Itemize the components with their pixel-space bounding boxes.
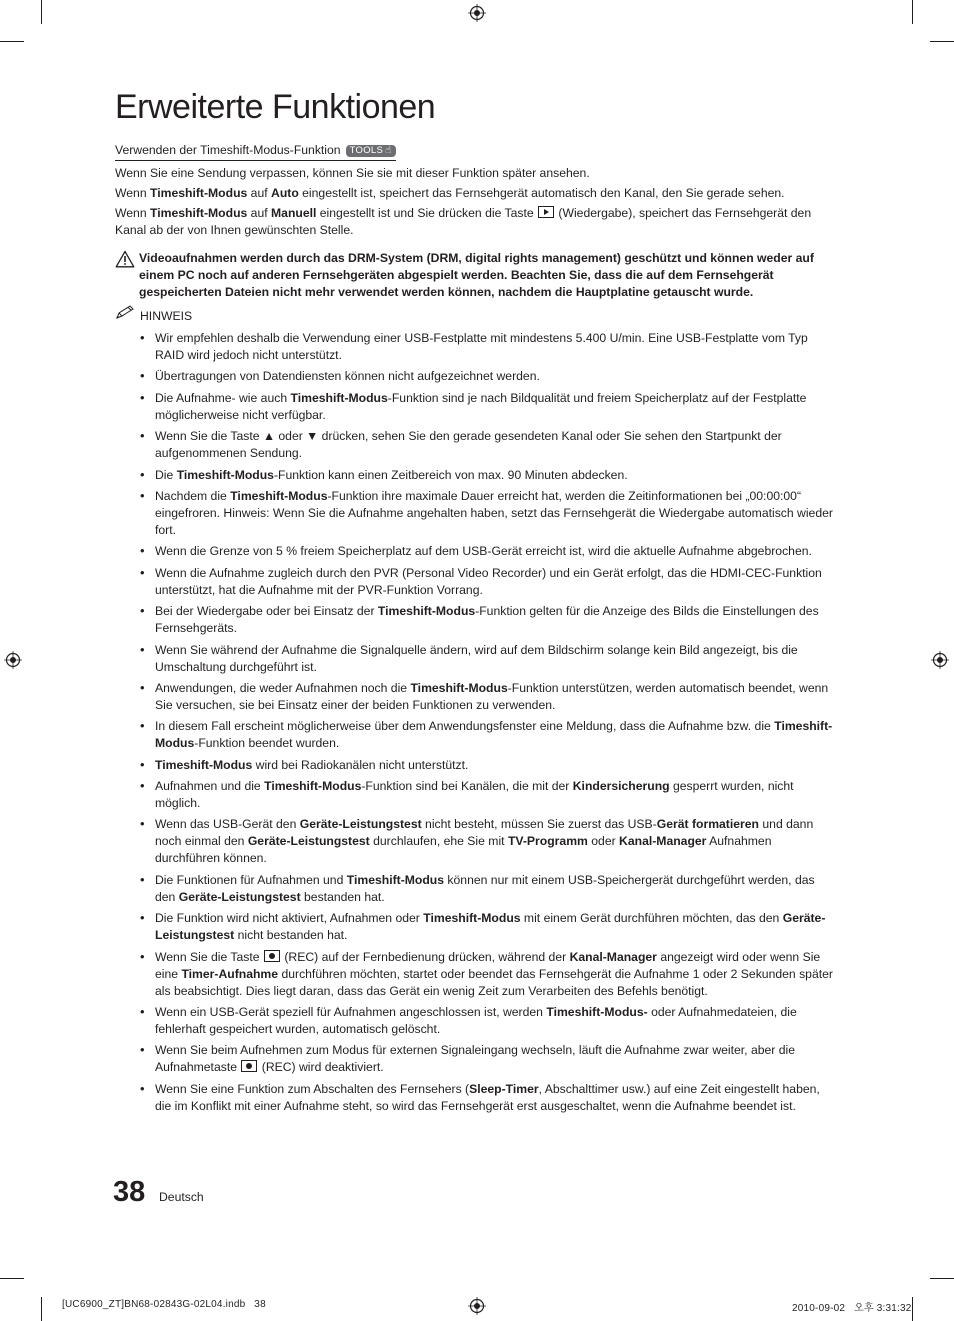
main-content [115,142,837,1119]
text-run: angezeigt wird oder wenn Sie eine [155,949,821,981]
text-run: oder Aufnahmedateien, die fehlerhaft gespeichert wurden, automatisch gelöscht. [155,1005,797,1037]
text-run: Wenn Sie die Taste ▲ oder ▼ drücken, sehen Sie den gerade gesendeten Kanal oder Sie sehen den Startpunkt der aufgenommenen Sendung. [155,429,782,461]
intro-paragraph [115,165,837,182]
list-item [115,488,837,539]
page-title: Erweiterte Funktionen [115,88,436,126]
text-run: -Funktion beendet wurden. [194,736,340,751]
text-run: Wenn die Grenze von 5 % freiem Speicherplatz auf dem USB-Gerät erreicht ist, wird die aktuelle Aufnahme abgebrochen. [155,544,812,559]
list-item [115,680,837,714]
bold-term: Timeshift-Modus [150,206,248,220]
text-run: Aufnahmen und die [155,779,265,794]
text-run: Nachdem die [155,488,231,503]
text-run: , Abschalttimer usw.) auf eine Zeit eingestellt haben, die im Konflikt mit einer Aufnahme steht, so wird das Fernsehgerät erst ausgeschaltet, wenn die Aufnahme beendet ist. [155,1081,820,1113]
warning-text: Videoaufnahmen werden durch das DRM-System (DRM, digital rights management) geschützt und können weder auf einem PC noch auf anderen Fernsehgeräten abgespielt werden. Beachten Sie, dass die auf dem Fernsehgerät gespeicherten Dateien nicht mehr verwendet werden können, nachdem die Hauptplatine getauscht wurde. [139,251,814,299]
page-language: Deutsch [159,1190,204,1204]
bold-term: Geräte-Leistungstest [299,817,422,832]
list-item [115,330,837,364]
play-key-icon [538,206,554,218]
bold-term: Geräte-Leistungstest [247,834,370,849]
registration-crosshair-icon [468,1297,486,1315]
text-run: (Wiedergabe), speichert das Fernsehgerät den Kanal ab der von Ihnen gewünschten Stelle. [115,206,812,237]
text-run: Wenn Sie die Taste [155,949,263,964]
crop-mark [0,41,24,42]
intro-paragraphs [115,165,837,239]
bold-term: TV-Programm [507,834,588,849]
text-run: können nur mit einem USB-Speichergerät durchgeführt werden, das den [155,872,815,904]
bold-term: Timeshift-Modus- [546,1005,648,1020]
list-item [115,467,837,484]
bold-term: Timeshift-Modus [230,488,328,503]
text-run: Übertragungen von Datendiensten können nicht aufgezeichnet werden. [155,369,540,384]
list-item [115,872,837,906]
text-run: Die Funktionen für Aufnahmen und [155,872,347,887]
text-run: (REC) wird deaktiviert. [258,1060,384,1075]
registration-crosshair-icon [4,651,22,669]
list-item [115,1004,837,1038]
crop-mark [930,41,954,42]
text-run: Wenn die Aufnahme zugleich durch den PVR (Personal Video Recorder) und ein Gerät erfolgt, das die HDMI-CEC-Funktion unterstützt, hat die Aufnahme mit der PVR-Funktion Vorrang. [155,565,822,597]
tools-badge [346,145,396,157]
text-run: Wir empfehlen deshalb die Verwendung einer USB-Festplatte mit mindestens 5.400 U/min. Eine USB-Festplatte vom Typ RAID wird jedoch nicht unterstützt. [155,331,808,362]
warning-block [115,250,837,301]
list-item [115,816,837,867]
registration-crosshair-icon [931,651,949,669]
bold-term: Timer-Aufnahme [181,966,279,981]
rec-key-icon [241,1060,257,1072]
text-run: -Funktion sind bei Kanälen, die mit der [361,779,573,794]
crop-mark [930,1278,954,1279]
bold-term: Kindersicherung [572,779,670,794]
list-item [115,368,837,385]
bold-term: Timeshift-Modus [155,719,833,751]
text-run: auf [247,186,272,200]
list-item [115,718,837,752]
text-run: Anwendungen, die weder Aufnahmen noch die [155,680,411,695]
intro-paragraph [115,205,837,239]
footer-file-info: [UC6900_ZT]BN68-02843G-02L04.indb 38 [62,1299,266,1310]
bold-term: Manuell [271,206,317,220]
bold-term: Auto [271,186,299,200]
text-run: nicht besteht, müssen Sie zuerst das USB- [421,817,657,832]
list-item [115,428,837,462]
registration-crosshair-icon [468,4,486,22]
list-item [115,642,837,676]
text-run: eingestellt ist, speichert das Fernsehgerät automatisch den Kanal, den Sie gerade sehen. [298,186,785,200]
text-run: Wenn ein USB-Gerät speziell für Aufnahmen angeschlossen ist, werden [155,1005,547,1020]
text-run: -Funktion gelten für die Anzeige des Bilds die Einstellungen des Fernsehgeräts. [155,604,819,636]
text-run: gesperrt wurden, nicht möglich. [155,779,794,811]
section-heading [115,142,396,161]
text-run: bestanden hat. [300,889,385,904]
crop-mark [0,1278,24,1279]
list-item [115,543,837,560]
text-run: Die Funktion wird nicht aktiviert, Aufnahmen oder [155,911,424,926]
crop-mark [912,1297,913,1321]
list-item [115,949,837,1000]
text-run: Wenn Sie während der Aufnahme die Signalquelle ändern, wird auf dem Bildschirm solange kein Bild angezeigt, bis die Umschaltung durchgeführt ist. [155,642,798,674]
bold-term: Geräte-Leistungstest [178,889,301,904]
note-header [115,308,837,325]
crop-mark [41,1297,42,1321]
warning-triangle-icon [115,250,135,268]
text-run: Aufnahmen durchführen können. [155,834,772,866]
bold-term: Timeshift-Modus [346,872,445,887]
note-label: HINWEIS [140,309,193,323]
text-run: -Funktion sind je nach Bildqualität und freiem Speicherplatz auf der Festplatte möglicherweise nicht verfügbar. [155,390,807,422]
bold-term: Gerät formatieren [656,817,759,832]
bold-term: Timeshift-Modus [410,680,508,695]
page-number: 38 [113,1176,146,1208]
text-run: -Funktion unterstützen, werden automatisch beendet, wenn Sie versuchen, sie bei Einsatz einer der beiden Funktionen zu verwenden. [155,680,829,712]
bold-term: Geräte-Leistungstest [155,911,826,943]
text-run: Die [155,467,177,482]
list-item [115,910,837,944]
bold-term: Timeshift-Modus [264,779,362,794]
list-item [115,1081,837,1115]
bold-term: Kanal-Manager [619,834,707,849]
list-item [115,757,837,774]
footer-timestamp: 2010-09-02 오후 3:31:32 [792,1303,912,1314]
text-run: In diesem Fall erscheint möglicherweise über dem Anwendungsfenster eine Meldung, dass die Aufnahme bzw. die [155,719,775,734]
list-item [115,1042,837,1076]
text-run: Wenn das USB-Gerät den [155,817,300,832]
list-item [115,603,837,637]
text-run: -Funktion ihre maximale Dauer erreicht hat, werden die Zeitinformationen bei „00:00:00“ eingefroren. Hinweis: Wenn Sie die Aufnahme angehalten haben, setzt das Fernsehgerät die Wiedergabe automatisch wieder fort. [155,488,833,537]
text-run: eingestellt ist und Sie drücken die Taste [316,206,538,220]
text-run: und dann noch einmal den [155,817,814,849]
list-item [115,565,837,599]
rec-key-icon [264,950,280,962]
section-heading-text: Verwenden der Timeshift-Modus-Funktion [115,143,341,157]
note-list [115,330,837,1115]
intro-paragraph [115,185,837,202]
text-run: Wenn Sie eine Sendung verpassen, können Sie sie mit dieser Funktion später ansehen. [115,166,590,180]
text-run: Die Aufnahme- wie auch [155,390,291,405]
bold-term: Timeshift-Modus [155,757,253,772]
crop-mark [912,0,913,24]
text-run: oder [587,834,620,849]
list-item [115,778,837,812]
text-run: durchlaufen, ehe Sie mit [369,834,508,849]
text-run: durchführen möchten, startet oder beendet das Fernsehgerät die Aufnahme 1 oder 2 Sekunden später als beabsichtigt. Dies liegt daran, dass das Gerät ein wenig Zeit zum Verarbeiten des Befehls benötigt. [155,966,833,998]
bold-term: Timeshift-Modus [176,467,274,482]
tools-badge-label: TOOLS [349,145,384,156]
text-run: -Funktion kann einen Zeitbereich von max. 90 Minuten abdecken. [273,467,628,482]
bold-term: Kanal-Manager [569,949,657,964]
text-run: (REC) auf der Fernbedienung drücken, während der [280,949,570,964]
bold-term: Timeshift-Modus [377,604,476,619]
crop-mark [41,0,42,24]
hand-pointer-icon: ☝ [385,145,392,156]
text-run: Wenn Sie beim Aufnehmen zum Modus für externen Signaleingang wechseln, läuft die Aufnahme zwar weiter, aber die Aufnahmetaste [155,1043,795,1075]
bold-term: Timeshift-Modus [290,390,388,405]
text-run: Wenn Sie eine Funktion zum Abschalten des Fernsehers ( [155,1081,470,1096]
text-run: Bei der Wiedergabe oder bei Einsatz der [155,604,378,619]
text-run: nicht bestanden hat. [234,928,348,943]
bold-term: Timeshift-Modus [150,186,248,200]
text-run: auf [247,206,272,220]
bold-term: Sleep-Timer [469,1081,539,1096]
text-run: wird bei Radiokanälen nicht unterstützt. [252,757,469,772]
list-item [115,390,837,424]
bold-term: Timeshift-Modus [423,911,521,926]
text-run: mit einem Gerät durchführen möchten, das den [520,911,783,926]
text-run: Wenn [115,206,151,220]
text-run: Wenn [115,186,151,200]
pencil-note-icon [115,304,137,320]
